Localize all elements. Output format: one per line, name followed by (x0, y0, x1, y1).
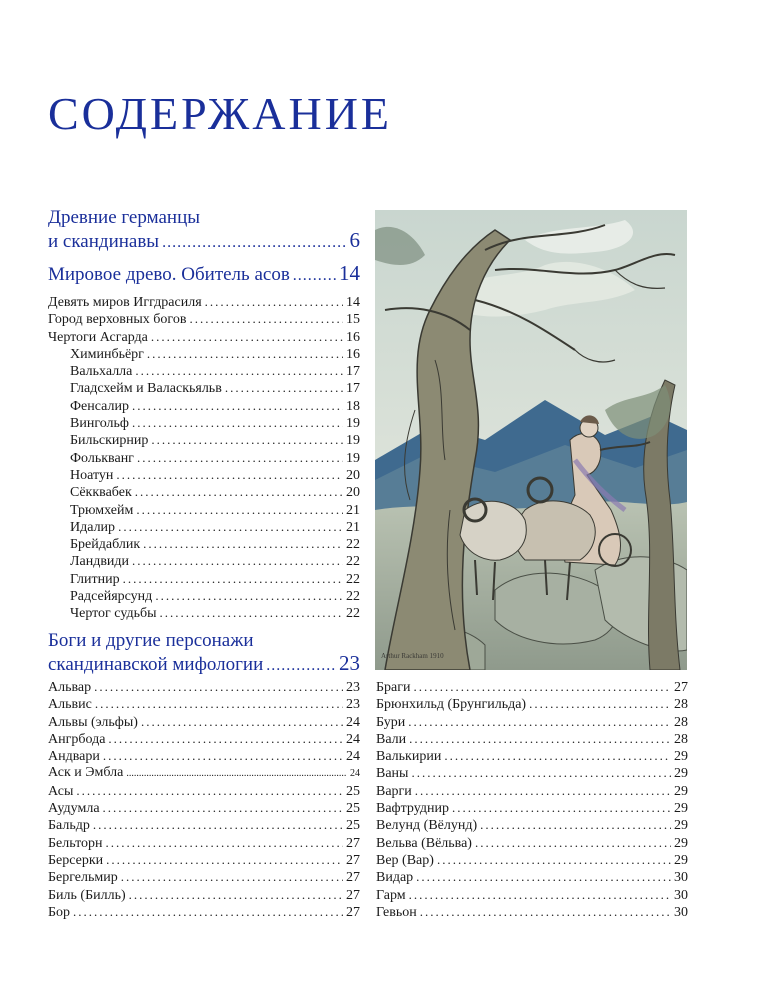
dot-leader (143, 536, 343, 552)
entry-title: Браги (376, 680, 411, 695)
dot-leader (135, 484, 343, 500)
toc-entry[interactable] (48, 679, 360, 696)
toc-entry[interactable] (48, 904, 360, 921)
section-page-number: 23 (339, 651, 360, 675)
entry-page: 19 (346, 416, 360, 432)
dot-leader (162, 232, 346, 254)
entry-page: 16 (346, 346, 360, 362)
section-heading-line1 (48, 630, 360, 652)
toc-subentry[interactable] (48, 588, 360, 605)
entry-title: Вингольф (70, 416, 129, 432)
entry-title: Аудумла (48, 801, 100, 817)
toc-subentry[interactable] (48, 450, 360, 467)
entry-page: 29 (674, 852, 688, 868)
entry-page: 27 (346, 835, 360, 851)
dot-leader (121, 869, 343, 885)
gods-list-left (48, 679, 360, 921)
entry-page: 20 (346, 485, 360, 501)
toc-subentry[interactable] (48, 553, 360, 570)
section-heading-line1 (48, 207, 360, 229)
entry-page: 19 (346, 433, 360, 449)
dot-leader (106, 835, 343, 851)
toc-entry[interactable] (48, 869, 360, 886)
section-title-part2: скандинавской мифологии (48, 654, 264, 675)
dot-leader (293, 265, 336, 287)
entry-page: 27 (346, 887, 360, 903)
entry-title: Андвари (48, 749, 100, 765)
entry-page: 15 (346, 312, 360, 328)
toc-entry[interactable] (376, 696, 688, 713)
entry-title: Идалир (70, 519, 116, 535)
entry-page: 29 (674, 801, 688, 817)
section-page-number: 6 (349, 228, 360, 252)
entry-page: 22 (346, 589, 360, 605)
entry-title: Гарм (376, 887, 406, 903)
dot-leader (155, 588, 343, 604)
dot-leader (452, 800, 671, 816)
entry-page: 24 (346, 714, 360, 730)
entry-page: 22 (346, 606, 360, 622)
toc-entry[interactable] (48, 294, 360, 311)
entry-title: Вафтруднир (376, 801, 449, 817)
toc-entry[interactable] (48, 817, 360, 834)
dot-leader (129, 887, 343, 903)
toc-entry[interactable] (376, 835, 688, 852)
entry-page: 27 (346, 852, 360, 868)
toc-entry[interactable] (48, 800, 360, 817)
toc-subentry[interactable] (48, 605, 360, 622)
toc-subentry[interactable] (48, 398, 360, 415)
entry-title: Валькирии (376, 749, 442, 765)
entry-title: Ландвиди (70, 554, 130, 570)
mythology-illustration (375, 210, 687, 670)
entry-page: 30 (674, 887, 688, 903)
entry-title: Альвис (48, 697, 92, 713)
entry-page: 28 (674, 731, 688, 747)
dot-leader (95, 696, 343, 712)
section-title-part1: Боги и другие персонажи (48, 630, 254, 651)
entry-title: Бильскирнир (70, 433, 149, 449)
entry-title: Альвар (48, 680, 92, 695)
entry-page: 30 (674, 870, 688, 886)
entry-title: Видар (376, 870, 414, 886)
entry-page: 17 (346, 364, 360, 380)
entry-page: 20 (346, 467, 360, 483)
section-ancient-germans[interactable] (48, 207, 360, 254)
entry-page: 19 (346, 450, 360, 466)
toc-entry[interactable] (376, 852, 688, 869)
toc-entry[interactable] (376, 731, 688, 748)
entry-page: 29 (674, 749, 688, 765)
entry-page: 24 (346, 731, 360, 747)
entry-page: 28 (674, 697, 688, 713)
dot-leader (415, 783, 671, 799)
toc-entry[interactable] (48, 329, 360, 346)
dot-leader (151, 432, 343, 448)
entry-page: 24 (350, 768, 360, 780)
dot-leader (475, 835, 671, 851)
toc-entry[interactable] (48, 748, 360, 765)
toc-entry[interactable] (48, 311, 360, 328)
dot-leader (103, 800, 343, 816)
entry-title: Чертоги Асгарда (48, 329, 148, 345)
entry-page: 14 (346, 295, 360, 310)
dot-leader (108, 731, 343, 747)
dot-leader (76, 783, 343, 799)
toc-subentry[interactable] (48, 380, 360, 397)
toc-entry[interactable] (48, 731, 360, 748)
entry-page: 17 (346, 381, 360, 397)
toc-entry[interactable] (376, 783, 688, 800)
entry-page: 22 (346, 571, 360, 587)
toc-entry[interactable] (48, 783, 360, 800)
toc-subentry[interactable] (48, 536, 360, 553)
dot-leader (151, 329, 343, 345)
dot-leader (420, 904, 671, 920)
section-heading-line2 (48, 652, 360, 677)
entry-page: 21 (346, 502, 360, 518)
entry-page: 27 (674, 680, 688, 695)
entry-title: Фолькванг (70, 450, 134, 466)
entry-title: Бури (376, 714, 406, 730)
section-heading-line2 (48, 229, 360, 254)
dot-leader (160, 605, 344, 621)
entry-title: Вельва (Вёльва) (376, 835, 472, 851)
entry-title: Трюмхейм (70, 502, 134, 518)
entry-page: 25 (346, 818, 360, 834)
entry-page: 16 (346, 329, 360, 345)
toc-subentry[interactable] (48, 571, 360, 588)
entry-page: 25 (346, 783, 360, 799)
entry-page: 27 (346, 870, 360, 886)
dot-leader (118, 519, 343, 535)
entry-title: Брюнхильд (Брунгильда) (376, 697, 527, 713)
entry-title: Биль (Билль) (48, 887, 126, 903)
entry-title: Химинбьёрг (70, 346, 144, 362)
dot-leader (94, 679, 343, 695)
section-title: Мировое древо. Обитель асов (48, 264, 290, 285)
dot-leader (416, 869, 671, 885)
section-heading-line (48, 262, 360, 287)
dot-leader (106, 852, 343, 868)
entry-title: Альвы (эльфы) (48, 714, 138, 730)
toc-subentry[interactable] (48, 519, 360, 536)
entry-page: 27 (346, 904, 360, 920)
toc-entry[interactable] (48, 887, 360, 904)
entry-page: 29 (674, 766, 688, 782)
gods-list-right (376, 679, 688, 921)
dot-leader (411, 765, 671, 781)
toc-entry[interactable] (48, 714, 360, 731)
illustration-signature: Arthur Rackham 1910 (381, 652, 444, 660)
toc-entry[interactable] (48, 835, 360, 852)
section-world-tree[interactable] (48, 262, 360, 287)
entry-title: Брейдаблик (70, 537, 141, 553)
toc-entry[interactable] (376, 679, 688, 696)
world-tree-entries-list (48, 294, 360, 623)
entry-title: Вальхалла (70, 364, 133, 380)
page-title: СОДЕРЖАНИЕ (48, 88, 393, 139)
toc-entry[interactable] (376, 765, 688, 782)
entry-page: 25 (346, 801, 360, 817)
dot-leader (266, 655, 336, 677)
toc-entry[interactable] (376, 748, 688, 765)
dot-leader (103, 748, 343, 764)
dot-leader (135, 363, 343, 379)
section-gods[interactable] (48, 630, 360, 677)
dot-leader (147, 346, 343, 362)
entry-title: Сёкквабек (70, 485, 132, 501)
entry-title: Бор (48, 904, 71, 920)
section-title-part2: и скандинавы (48, 231, 160, 252)
dot-leader (480, 817, 671, 833)
entry-page: 22 (346, 554, 360, 570)
dot-leader (408, 714, 671, 730)
toc-subentry[interactable] (48, 432, 360, 449)
entry-page: 21 (346, 519, 360, 535)
section-page-number: 14 (339, 261, 360, 285)
toc-subentry[interactable] (48, 415, 360, 432)
entry-page: 22 (346, 537, 360, 553)
dot-leader (141, 714, 343, 730)
entry-title: Ваны (376, 766, 409, 782)
dot-leader (123, 571, 343, 587)
entry-title: Гладсхейм и Валаскьяльв (70, 381, 222, 397)
dot-leader (136, 502, 343, 518)
toc-subentry[interactable] (48, 484, 360, 501)
entry-title: Фенсалир (70, 398, 129, 414)
dot-leader (116, 467, 343, 483)
entry-title: Бальдр (48, 818, 90, 834)
entry-page: 18 (346, 398, 360, 414)
toc-subentry[interactable] (48, 363, 360, 380)
entry-page: 24 (346, 749, 360, 765)
dot-leader (414, 679, 672, 695)
entry-page: 29 (674, 835, 688, 851)
toc-entry[interactable] (376, 714, 688, 731)
entry-title: Ноатун (70, 467, 114, 483)
entry-title: Аск и Эмбла (48, 765, 124, 781)
toc-entry[interactable] (48, 852, 360, 869)
entry-title: Берсерки (48, 852, 104, 868)
toc-entry[interactable] (48, 765, 360, 782)
entry-title: Девять миров Иггдрасиля (48, 295, 202, 310)
entry-title: Вали (376, 731, 407, 747)
toc-entry[interactable] (376, 904, 688, 921)
entry-title: Чертог судьбы (70, 606, 157, 622)
dot-leader (73, 904, 343, 920)
toc-entry[interactable] (376, 817, 688, 834)
dot-leader (132, 553, 343, 569)
entry-title: Радсейярсунд (70, 589, 153, 605)
dot-leader (225, 380, 343, 396)
entry-title: Гевьон (376, 904, 417, 920)
entry-title: Бергельмир (48, 870, 118, 886)
toc-subentry[interactable] (48, 346, 360, 363)
dot-leader (529, 696, 671, 712)
dot-leader (126, 768, 347, 779)
entry-page: 29 (674, 783, 688, 799)
toc-entry[interactable] (376, 887, 688, 904)
toc-subentry[interactable] (48, 467, 360, 484)
entry-title: Ангрбода (48, 731, 106, 747)
dot-leader (132, 415, 343, 431)
entry-title: Варги (376, 783, 412, 799)
entry-page: 23 (346, 697, 360, 713)
dot-leader (137, 450, 343, 466)
toc-subentry[interactable] (48, 502, 360, 519)
dot-leader (132, 398, 343, 414)
dot-leader (189, 311, 343, 327)
dot-leader (205, 294, 343, 310)
dot-leader (444, 748, 671, 764)
entry-title: Вер (Вар) (376, 852, 434, 868)
toc-entry[interactable] (376, 800, 688, 817)
entry-page: 30 (674, 904, 688, 920)
section-title-part1: Древние германцы (48, 207, 200, 228)
dot-leader (93, 817, 343, 833)
entry-title: Город верховных богов (48, 312, 187, 328)
entry-title: Асы (48, 783, 74, 799)
dot-leader (409, 731, 671, 747)
dot-leader (437, 852, 671, 868)
entry-page: 28 (674, 714, 688, 730)
entry-page: 29 (674, 818, 688, 834)
toc-entry[interactable] (48, 696, 360, 713)
entry-title: Велунд (Вёлунд) (376, 818, 478, 834)
entry-page: 23 (346, 680, 360, 695)
toc-entry[interactable] (376, 869, 688, 886)
entry-title: Глитнир (70, 571, 120, 587)
entry-title: Бельторн (48, 835, 103, 851)
dot-leader (409, 887, 671, 903)
